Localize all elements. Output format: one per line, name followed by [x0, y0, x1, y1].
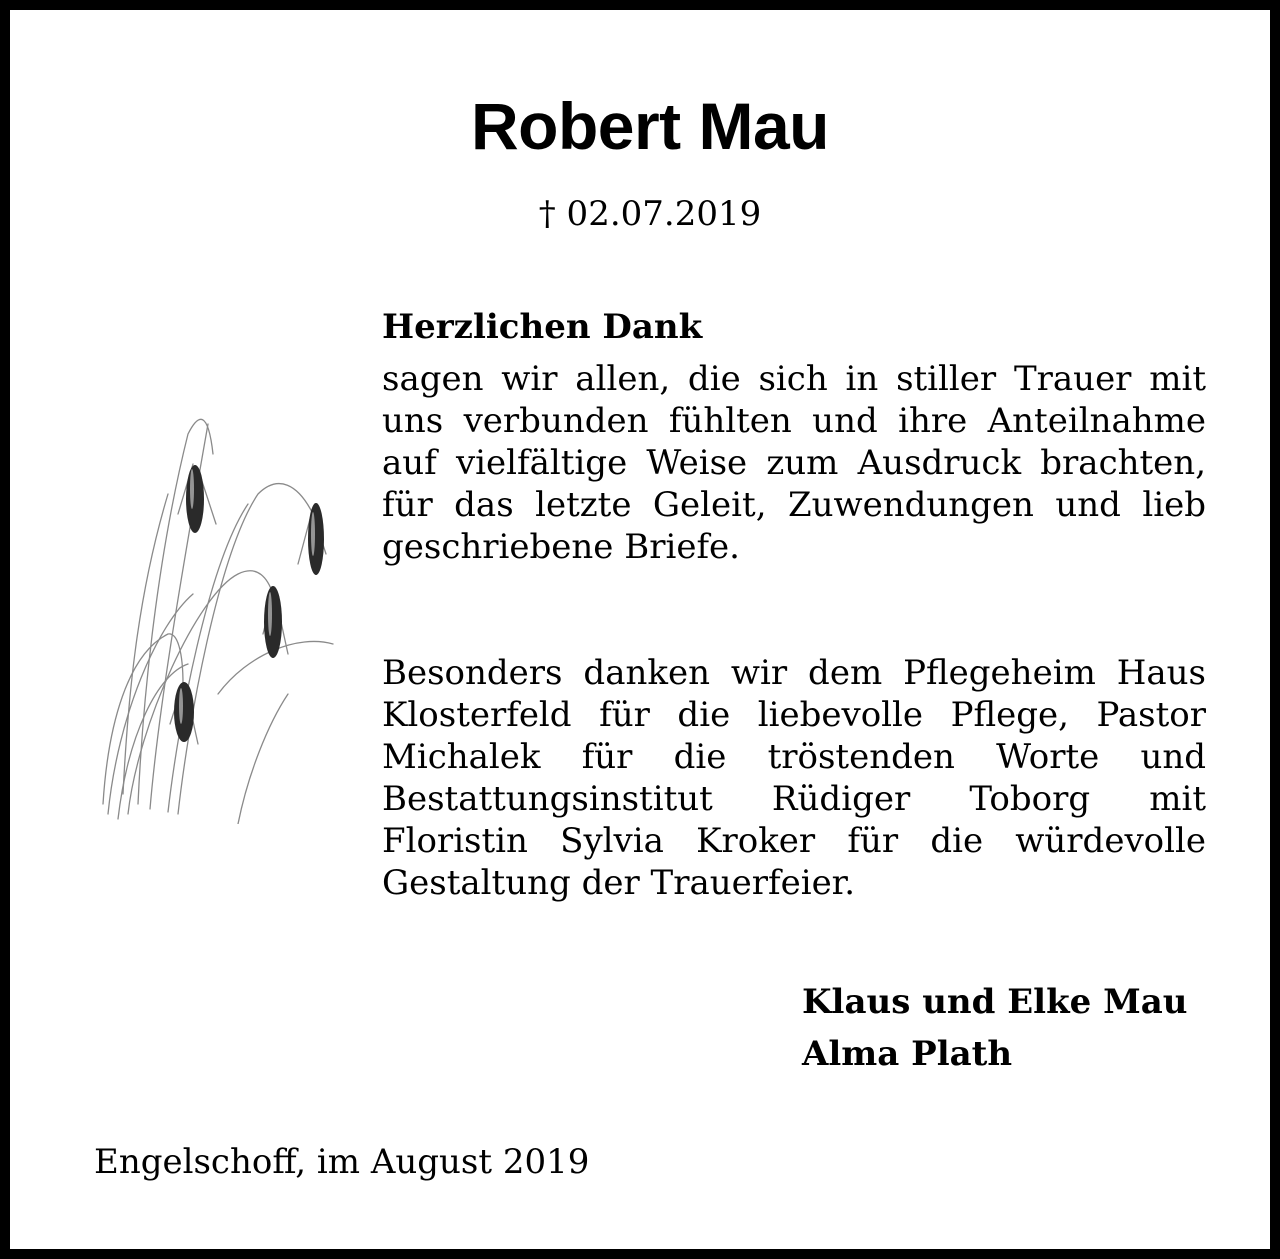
- thanks-heading: Herzlichen Dank: [382, 307, 703, 347]
- signer-1: Klaus und Elke Mau: [802, 982, 1188, 1022]
- wheat-ears-icon: [98, 394, 348, 824]
- thanks-paragraph-1: sagen wir allen, die sich in stiller Trauer mit uns verbunden fühlten und ihre Anteilnahme auf vielfältige Weise zum Ausdruck brachten, für das letzte Geleit, Zuwendungen und lieb geschriebene Briefe.: [382, 359, 1206, 567]
- deceased-name: Robert Mau: [471, 89, 829, 163]
- thanks-paragraph-2: Besonders danken wir dem Pflegeheim Haus Klosterfeld für die liebevolle Pflege, Pastor Michalek für die tröstenden Worte und Bestattungsinstitut Rüdiger Toborg mit Floristin Sylvia Kroker für die würdevolle Gestaltung der Trauerfeier.: [382, 653, 1206, 903]
- place-date: Engelschoff, im August 2019: [94, 1142, 590, 1182]
- signers: [802, 976, 1188, 1080]
- death-date: † 02.07.2019: [538, 194, 762, 234]
- signer-2: Alma Plath: [802, 1034, 1013, 1074]
